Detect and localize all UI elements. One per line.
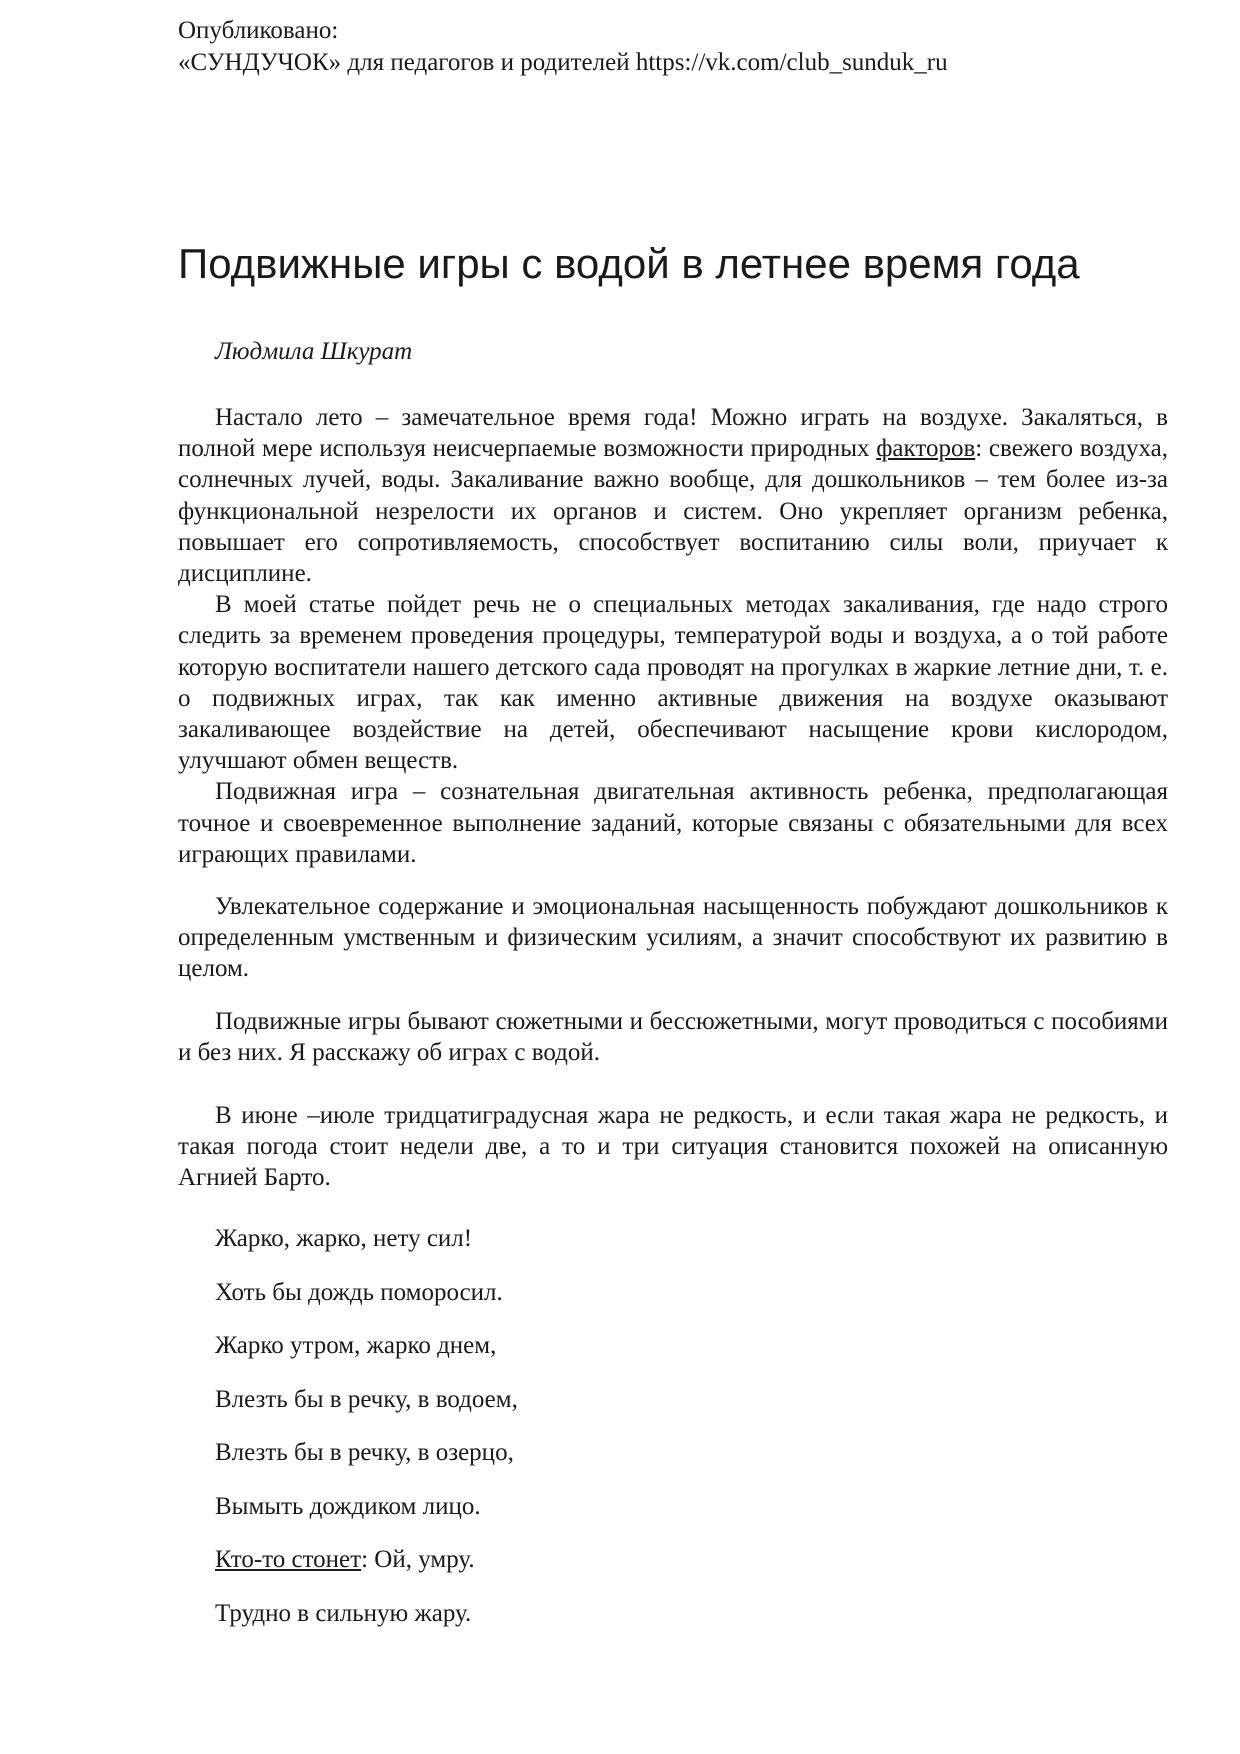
article-author: Людмила Шкурат (215, 338, 413, 365)
poem-line (215, 1544, 518, 1598)
paragraph-4: Увлекательное содержание и эмоциональная насыщенность побуждают дошкольников к определенным умственным и физическим усилиям, а значит способствуют их развитию в целом. (178, 893, 1168, 983)
publication-source: «СУНДУЧОК» для педагогов и родителей https://vk.com/club_sunduk_ru (178, 49, 948, 76)
article-body (178, 402, 1168, 1194)
poem-line: Жарко, жарко, нету сил! (215, 1225, 473, 1252)
poem-line: Жарко утром, жарко днем, (215, 1332, 497, 1359)
someone-moans-link[interactable]: Кто-то стонет (215, 1546, 362, 1573)
poem-line: Влезть бы в речку, в водоем, (215, 1385, 518, 1413)
published-label: Опубликовано: (178, 17, 339, 44)
paragraph-2: В моей статье пойдет речь не о специальных методах закаливания, где надо строго следить за временем проведения процедуры, температурой воды и воздуха, а о той работе которую воспитатели нашего детского сада проводят на прогулках в жаркие летние дни, т. е. о подвижных играх, так как именно активные движения на воздухе оказывают закаливающее воздействие на детей, обеспечивают насыщение крови кислородом, улучшают обмен веществ. (178, 591, 1168, 775)
paragraph-5: Подвижные игры бывают сюжетными и бессюжетными, могут проводиться с пособиями и без них. Я расскажу об играх с водой. (178, 1007, 1168, 1066)
poem-line: Вымыть дождиком лицо. (215, 1492, 481, 1520)
publication-header (178, 15, 948, 79)
poem-line-rest: : Ой, умру. (361, 1546, 475, 1573)
paragraph-1-text-b: : свежего воздуха, солнечных лучей, воды. Закаливание важно вообще, для дошкольников – тем более из-за функциональной незрелости их органов и систем. Оно укрепляет организм ребенка, повышает его сопротивляемость, способствует воспитанию силы воли, приучает к дисциплине. (178, 435, 1168, 588)
poem (215, 1223, 518, 1651)
paragraph-1 (178, 402, 1168, 589)
paragraph-6: В июне –июле тридцатиградусная жара не редкость, и если такая жара не редкость, и такая погода стоит недели две, а то и три ситуация становится похожей на описанную Агнией Барто. (178, 1102, 1168, 1192)
paragraph-3: Подвижная игра – сознательная двигательная активность ребенка, предполагающая точное и своевременное выполнение заданий, которые связаны с обязательными для всех играющих правилами. (178, 778, 1168, 868)
poem-line: Хоть бы дождь поморосил. (215, 1278, 503, 1306)
poem-line: Трудно в сильную жару. (215, 1599, 472, 1627)
factors-link[interactable]: факторов (876, 435, 976, 463)
paragraph-1-text-a: Настало лето – замечательное время года! Можно играть на воздухе. Закаляться, в полной мере используя неисчерпаемые возможности природных (178, 404, 1168, 463)
article-title: Подвижные игры с водой в летнее время года (178, 240, 1080, 287)
poem-line: Влезть бы в речку, в озерцо, (215, 1439, 514, 1466)
